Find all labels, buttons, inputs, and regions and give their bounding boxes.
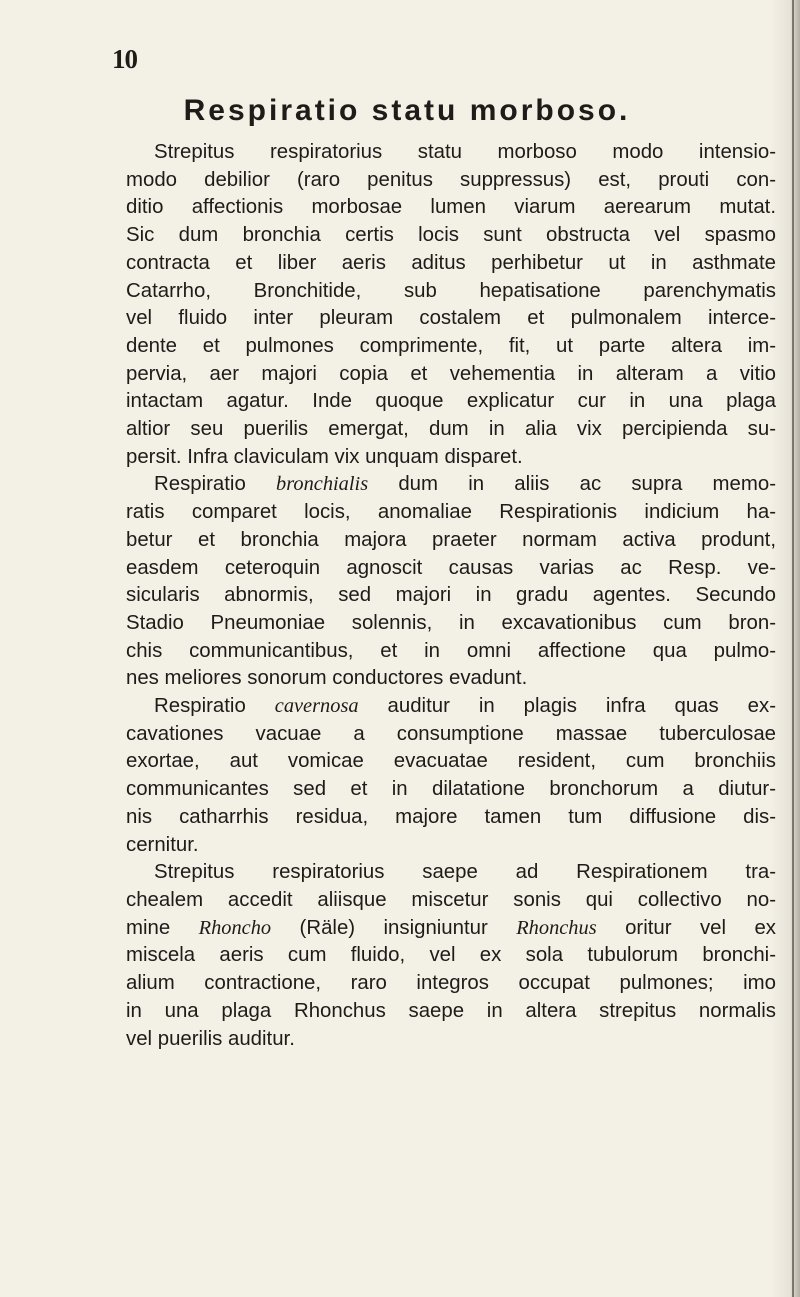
text-line: persit. Infra claviculam vix unquam disparet. (126, 445, 523, 468)
text-line: communicantes sed et in dilatatione bronchorum a diutur- (126, 778, 776, 801)
text-line: alium contractione, raro integros occupat pulmones; imo (126, 972, 776, 995)
text-line: betur et bronchia majora praeter normam activa produnt, (126, 528, 776, 551)
text-line: Sic dum bronchia certis locis sunt obstructa vel spasmo (126, 224, 776, 247)
italic-term: Rhoncho (198, 916, 272, 939)
text-line: chealem accedit aliisque miscetur sonis qui collectivo no- (126, 888, 776, 911)
text-run: mine (126, 916, 199, 939)
text-line: Strepitus respiratorius saepe ad Respirationem tra- (154, 861, 776, 884)
text-line: contracta et liber aeris aditus perhibetur ut in asthmate (126, 251, 776, 274)
paragraph-3 (126, 693, 776, 859)
paragraph-1 (126, 139, 776, 471)
page-edge (792, 0, 794, 1297)
text-line: Catarrho, Bronchitide, sub hepatisatione parenchymatis (126, 279, 776, 302)
text-line: sicularis abnormis, sed majori in gradu agentes. Secundo (126, 584, 776, 607)
text-run: Respiratio (154, 695, 275, 718)
text-line (126, 471, 776, 499)
text-line: exortae, aut vomicae evacuatae resident, cum bronchiis (126, 750, 776, 773)
text-run: oritur vel ex (596, 916, 776, 939)
text-run: dum in aliis ac supra memo- (368, 473, 776, 496)
text-line: miscela aeris cum fluido, vel ex sola tubulorum bronchi- (126, 944, 776, 967)
text-line: nes meliores sonorum conductores evadunt. (126, 667, 528, 690)
text-line: cavationes vacuae a consumptione massae tuberculosae (126, 722, 776, 745)
text-line: in una plaga Rhonchus saepe in altera strepitus normalis (126, 999, 776, 1022)
text-line: cernitur. (126, 833, 199, 856)
text-line: dente et pulmones comprimente, fit, ut parte altera im- (126, 334, 776, 357)
paragraph-2 (126, 471, 776, 693)
text-run: (Räle) insigniuntur (271, 916, 517, 939)
text-line (126, 693, 776, 721)
italic-term: bronchialis (276, 473, 369, 496)
text-line: ratis comparet locis, anomaliae Respirationis indicium ha- (126, 501, 776, 524)
text-line: modo debilior (raro penitus suppressus) est, prouti con- (126, 168, 776, 191)
text-line: pervia, aer majori copia et vehementia in alteram a vitio (126, 362, 776, 385)
text-run: Respiratio (154, 473, 276, 496)
text-line: nis catharrhis residua, majore tamen tum diffusione dis- (126, 805, 776, 828)
text-line: altior seu puerilis emergat, dum in alia vix percipienda su- (126, 418, 776, 441)
text-run: auditur in plagis infra quas ex- (358, 695, 776, 718)
italic-term: cavernosa (274, 695, 359, 718)
text-line: easdem ceteroquin agnoscit causas varias ac Resp. ve- (126, 556, 776, 579)
text-line (126, 915, 776, 943)
text-line: chis communicantibus, et in omni affectione qua pulmo- (126, 639, 776, 662)
text-line: ditio affectionis morbosae lumen viarum aerearum mutat. (126, 196, 776, 219)
text-line: vel fluido inter pleuram costalem et pulmonalem interce- (126, 307, 776, 330)
section-heading: Respiratio statu morboso. (183, 94, 631, 127)
text-line: intactam agatur. Inde quoque explicatur cur in una plaga (126, 390, 776, 413)
paragraph-4 (126, 859, 776, 1053)
text-line: Stadio Pneumoniae solennis, in excavationibus cum bron- (126, 611, 776, 634)
page-number: 10 (112, 44, 137, 74)
text-line: vel puerilis auditur. (126, 1027, 295, 1050)
body-text (126, 139, 776, 1053)
text-line: Strepitus respiratorius statu morboso modo intensio- (154, 141, 776, 163)
italic-term: Rhonchus (516, 916, 597, 939)
